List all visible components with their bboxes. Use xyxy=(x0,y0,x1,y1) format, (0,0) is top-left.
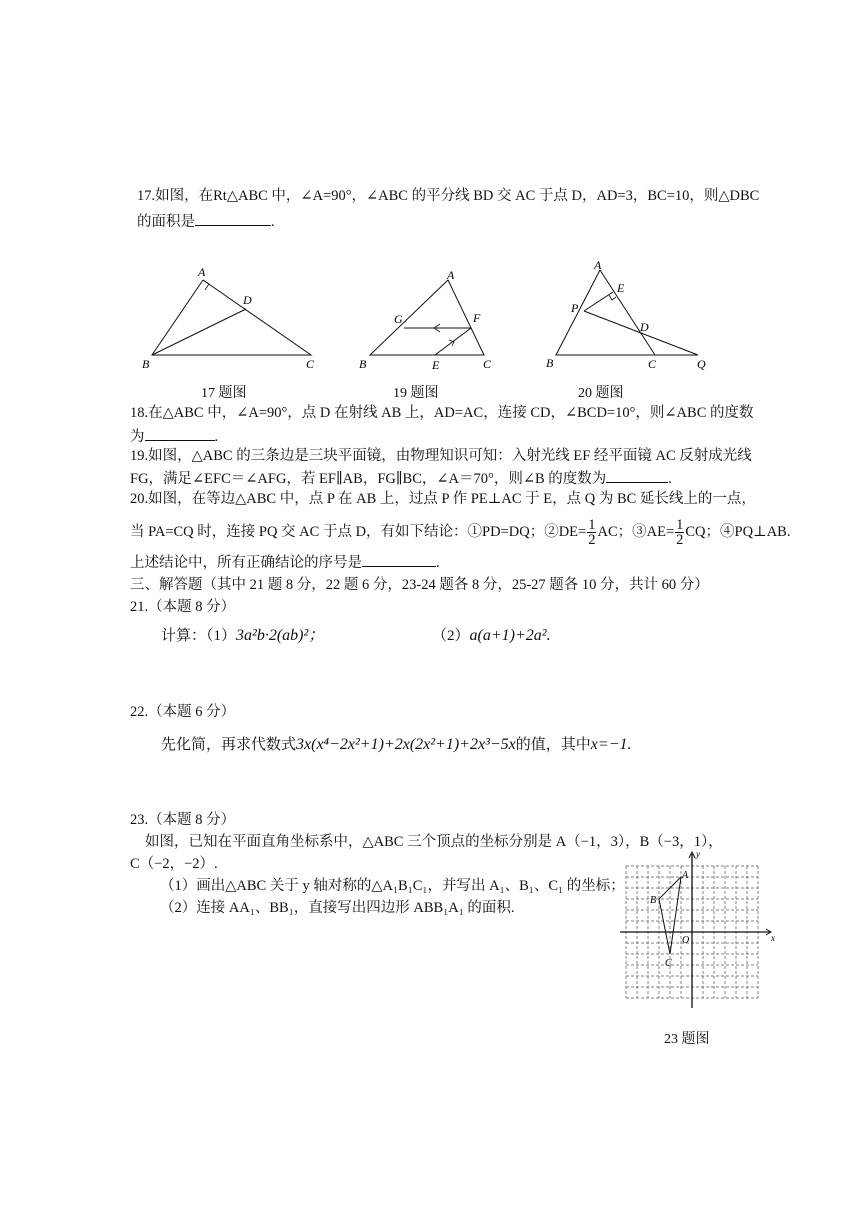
fig23-label-o: O xyxy=(682,935,690,946)
q21-expr2: a(a+1)+2a². xyxy=(469,627,551,644)
q18-period: . xyxy=(214,429,219,445)
figure-23-grid xyxy=(616,846,780,1012)
fig23-label-x: x xyxy=(771,933,775,943)
q21-part2 xyxy=(432,626,551,646)
fig23-label-y: y xyxy=(696,849,700,859)
q20-fraction-2: $\frac{1}{2}$ xyxy=(676,517,684,549)
q20-fraction-1: $\frac{1}{2}$ xyxy=(588,517,596,549)
q21-part1 xyxy=(161,626,324,646)
q20-prompt: 上述结论中，所有正确结论的序号是 xyxy=(130,555,362,571)
fig20-label-b: B xyxy=(546,356,554,370)
q23-item2: （2）连接 AA₁、BB₁，直接写出四边形 ABB₁A₁ 的面积. xyxy=(160,900,515,916)
q20-line3 xyxy=(130,552,440,573)
q22-header: 22.（本题 6 分） xyxy=(130,704,236,720)
q22-text-a: 先化简，再求代数式 xyxy=(161,737,297,753)
q17-prompt: 的面积是 xyxy=(137,214,195,230)
q19-line1: 19.如图，△ABC 的三条边是三块平面镜，由物理知识可知：入射光线 EF 经平面镜 AC 反射成光线 xyxy=(130,448,752,464)
q18-prompt: 为 xyxy=(130,429,145,445)
fig20-label-p: P xyxy=(571,301,579,315)
q18-line1: 18.在△ABC 中，∠A=90°，点 D 在射线 AB 上，AD=AC，连接 CD，∠BCD=10°，则∠ABC 的度数 xyxy=(130,405,754,421)
q20-answer-blank[interactable] xyxy=(362,552,436,567)
q17-period: . xyxy=(271,214,275,230)
fig23-label-a: A xyxy=(682,870,689,881)
q22-body xyxy=(161,735,632,755)
figure-19 xyxy=(352,262,502,374)
fig23-label-b: B xyxy=(650,895,657,906)
fig23-label-c: C xyxy=(665,958,672,969)
q18-line2 xyxy=(130,426,218,447)
q20-line2 xyxy=(130,514,790,550)
q20-text-b: AC；③AE= xyxy=(597,524,675,540)
section-3-heading: 三、解答题（其中 21 题 8 分，22 题 6 分，23-24 题各 8 分，25-27 题各 10 分，共计 60 分） xyxy=(130,577,709,593)
q17-line1: 17.如图，在Rt△ABC 中，∠A=90°，∠ABC 的平分线 BD 交 AC 于点 D，AD=3，BC=10，则△DBC xyxy=(137,188,760,204)
q21-expr1: 3a²b·2(ab)²； xyxy=(236,627,325,644)
fig20-label-q: Q xyxy=(697,357,706,371)
q22-text-b: 的值，其中 xyxy=(515,737,591,753)
q22-condition: x=−1. xyxy=(590,736,632,753)
q21-label: 计算：（1） xyxy=(161,628,237,644)
caption-23: 23 题图 xyxy=(664,1032,710,1047)
q20-line1: 20.如图，在等边△ABC 中，点 P 在 AB 上，过点 P 作 PE⊥AC 于 E，点 Q 为 BC 延长线上的一点， xyxy=(130,491,756,507)
fig19-label-e: E xyxy=(432,358,440,372)
caption-19: 19 题图 xyxy=(393,386,439,401)
q20-text-a: 当 PA=CQ 时，连接 PQ 交 AC 于点 D，有如下结论：①PD=DQ；②DE= xyxy=(130,524,587,540)
q23-item1: （1）画出△ABC 关于 y 轴对称的△A₁B₁C₁，并写出 A₁、B₁、C₁ 的坐标； xyxy=(160,878,625,894)
fig20-label-d: D xyxy=(640,320,649,334)
fig19-label-f: F xyxy=(473,311,481,325)
q23-line1: 如图，已知在平面直角坐标系中，△ABC 三个顶点的坐标分别是 A（−1，3），B（−3，1）， xyxy=(145,834,723,850)
caption-17: 17 题图 xyxy=(201,386,247,401)
fig19-label-c: C xyxy=(483,357,492,371)
q23-header: 23.（本题 8 分） xyxy=(130,812,236,828)
q20-period: . xyxy=(436,555,440,571)
fig17-label-c: C xyxy=(306,357,315,371)
caption-20: 20 题图 xyxy=(578,386,624,401)
q20-text-c: CQ；④PQ⊥AB. xyxy=(685,524,791,540)
q19-prompt: FG，满足∠EFC＝∠AFG，若 EF∥AB，FG∥BC，∠A＝70°，则∠B 的度数为 xyxy=(130,471,607,487)
q21-header: 21.（本题 8 分） xyxy=(130,599,236,615)
q17-line2 xyxy=(137,211,275,232)
fig17-label-d: D xyxy=(243,293,252,307)
fig20-label-a: A xyxy=(594,258,602,272)
q18-answer-blank[interactable] xyxy=(145,426,215,441)
fig20-label-e: E xyxy=(617,281,625,295)
fig17-label-b: B xyxy=(142,357,150,371)
q21-label2: （2） xyxy=(432,628,470,644)
fig19-label-b: B xyxy=(359,357,367,371)
figure-20 xyxy=(540,254,720,374)
q23-line2: C（−2，−2）. xyxy=(130,856,218,872)
fig19-label-g: G xyxy=(394,312,403,326)
q19-period: . xyxy=(668,471,672,487)
q22-expr: 3x(x⁴−2x²+1)+2x(2x²+1)+2x³−5x xyxy=(296,736,516,753)
q17-answer-blank[interactable] xyxy=(195,211,271,226)
figure-17 xyxy=(138,262,318,374)
fig20-label-c: C xyxy=(648,357,657,371)
q19-line2 xyxy=(130,468,672,489)
fig17-label-a: A xyxy=(198,265,206,279)
fig19-label-a: A xyxy=(447,268,455,282)
q19-answer-blank[interactable] xyxy=(606,468,668,483)
